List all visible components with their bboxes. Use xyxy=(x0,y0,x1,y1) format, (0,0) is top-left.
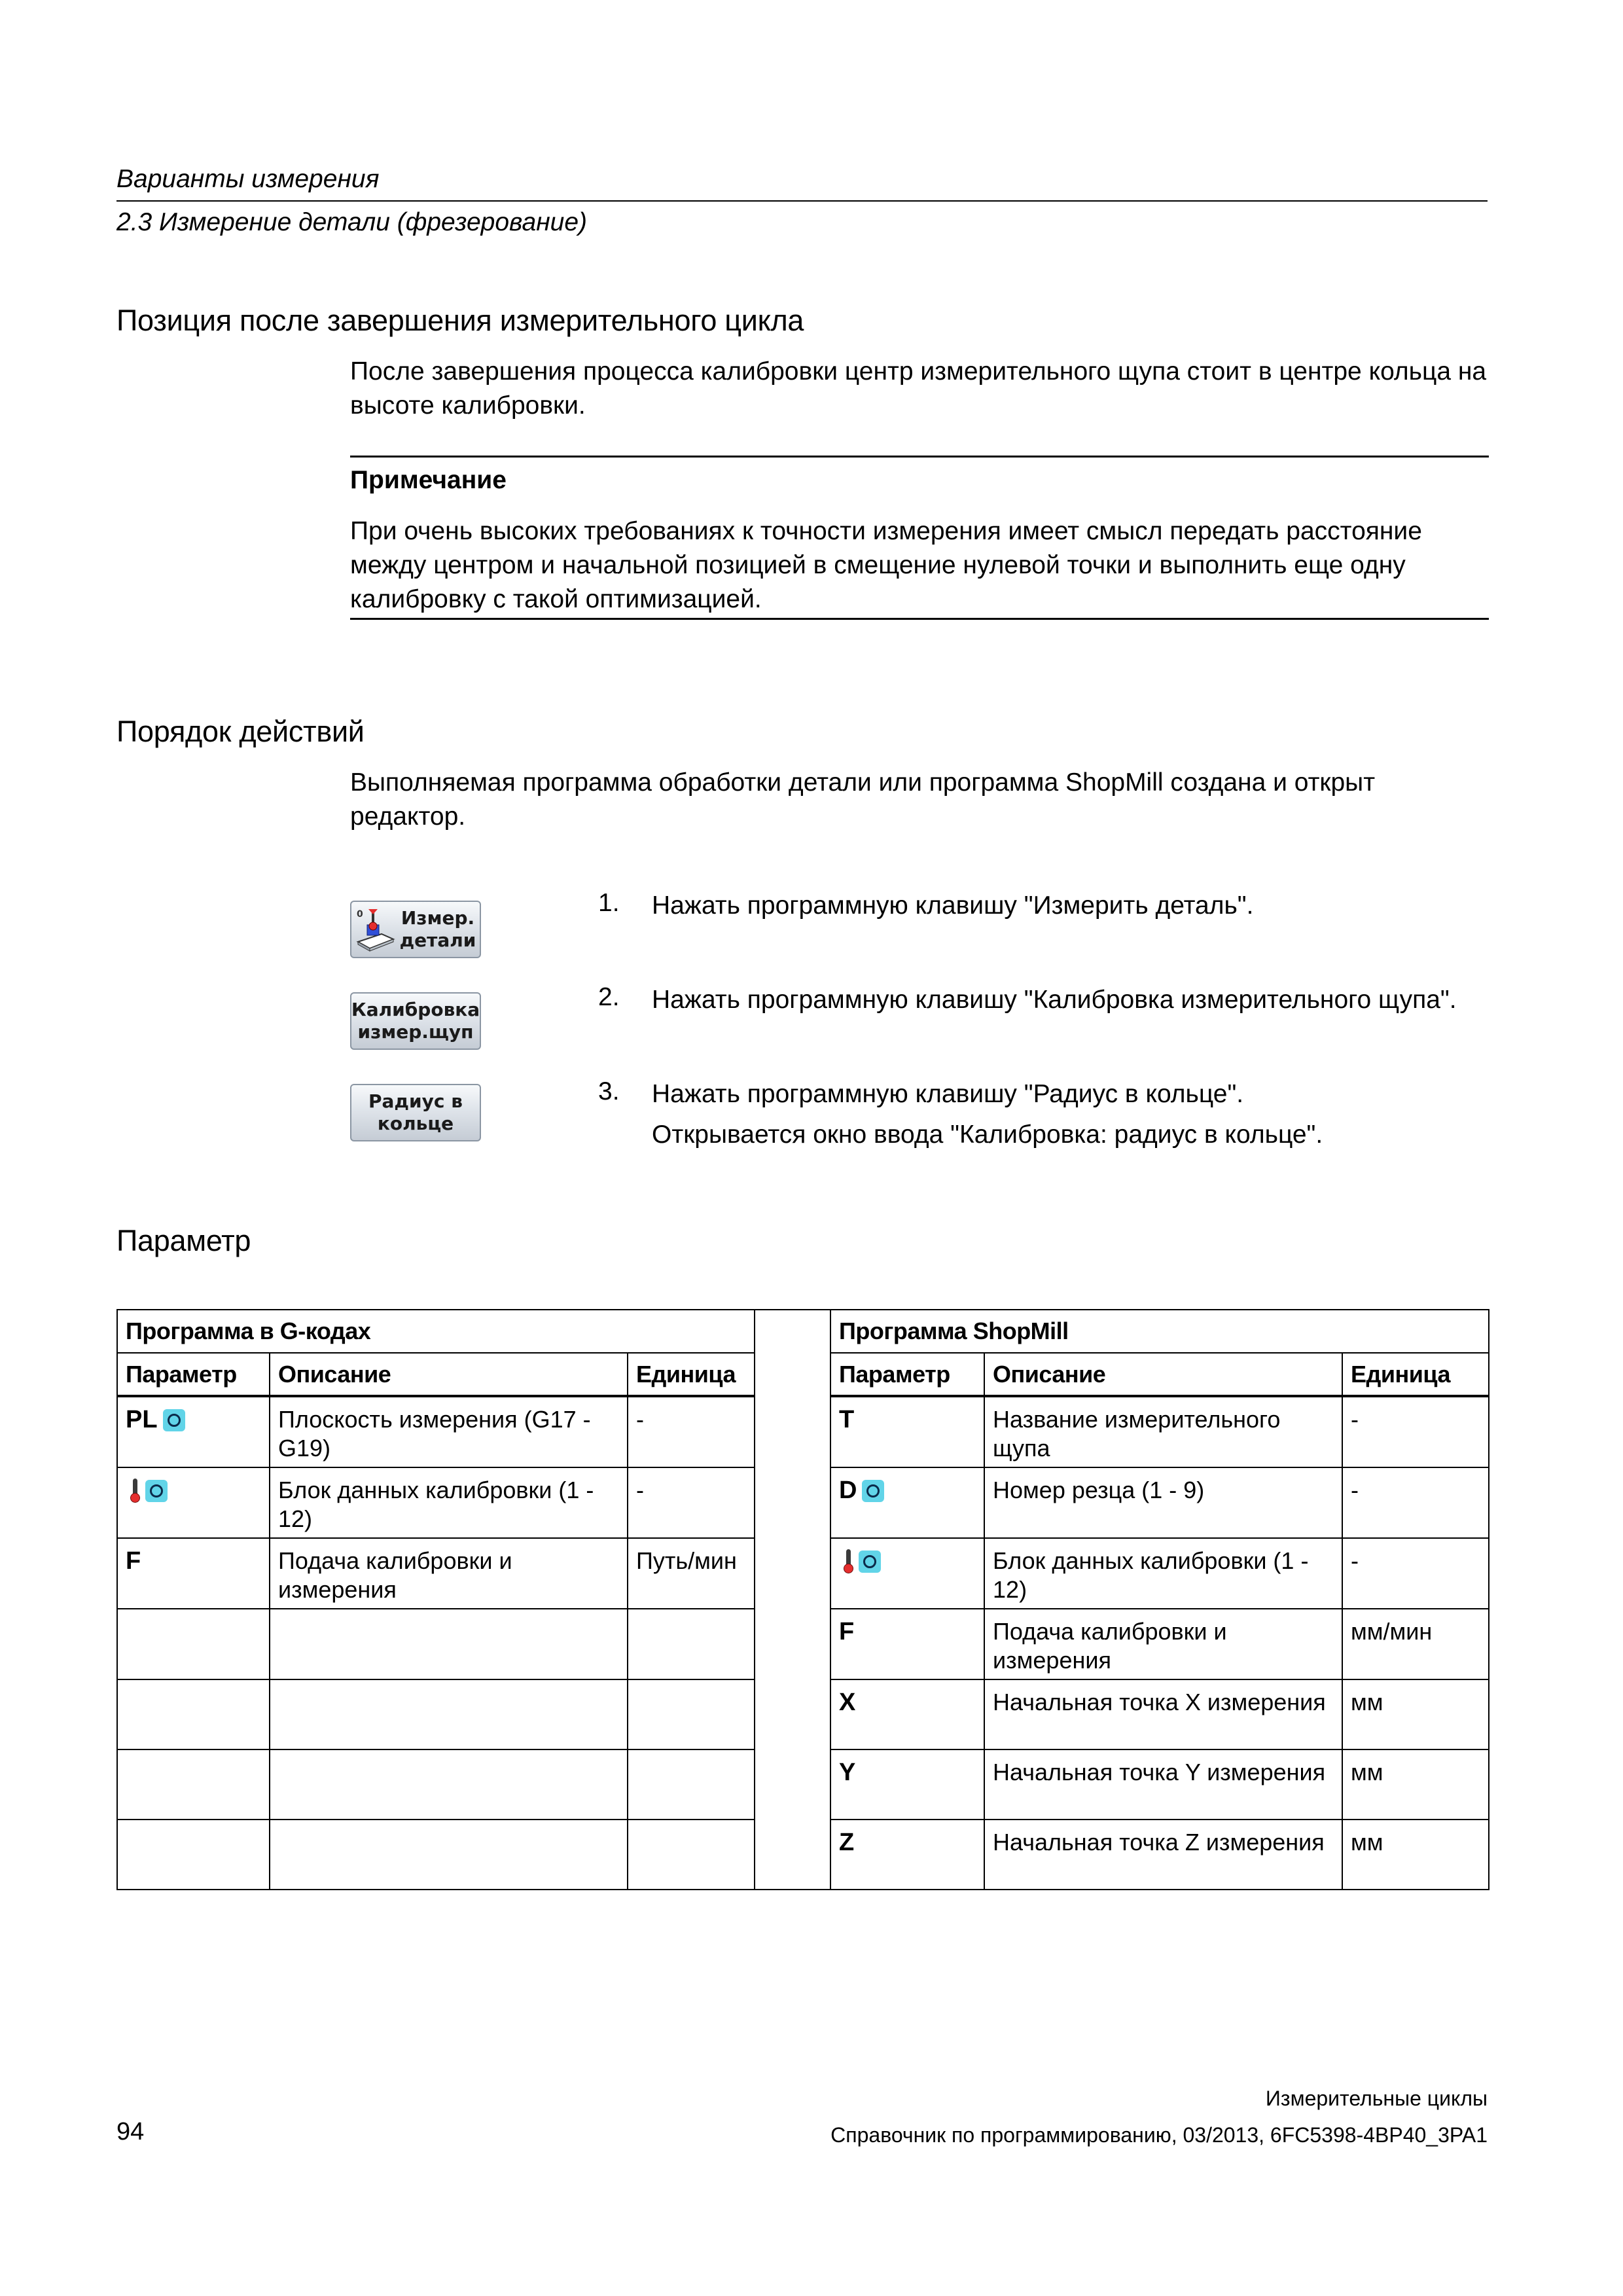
description-cell xyxy=(270,1679,628,1749)
unit-cell: - xyxy=(628,1467,755,1538)
unit-cell: - xyxy=(1342,1396,1489,1467)
note-top-rule xyxy=(350,456,1489,457)
toggle-icon xyxy=(862,1480,884,1502)
unit-cell: - xyxy=(628,1396,755,1467)
footer-reference: Справочник по программированию, 03/2013, 6FC5398-4BP40_3PA1 xyxy=(830,2123,1488,2147)
param-cell xyxy=(830,1820,984,1890)
unit-cell xyxy=(628,1609,755,1679)
description-cell: Блок данных калибровки (1 - 12) xyxy=(984,1538,1342,1609)
step-2-text: Нажать программную клавишу "Калибровка измерительного щупа". xyxy=(652,986,1457,1014)
softkey-label-line1: Радиус в xyxy=(368,1090,463,1112)
group-header-gcode: Программа в G-кодах xyxy=(117,1310,755,1353)
param-cell xyxy=(830,1679,984,1749)
param-cell xyxy=(117,1467,270,1538)
param-cell xyxy=(830,1749,984,1820)
param-cell xyxy=(830,1538,984,1609)
softkey-measure-workpiece[interactable] xyxy=(350,901,481,958)
description-cell: Начальная точка X измерения xyxy=(984,1679,1342,1749)
softkey-ring-radius[interactable] xyxy=(350,1084,481,1141)
table-separator-column xyxy=(755,1310,830,1890)
param-cell xyxy=(830,1396,984,1467)
heading-procedure: Порядок действий xyxy=(116,715,365,748)
param-cell xyxy=(117,1396,270,1467)
heading-position-after-cycle: Позиция после завершения измерительного цикла xyxy=(116,304,804,337)
toggle-icon xyxy=(145,1480,168,1502)
step-2-number: 2. xyxy=(598,983,620,1011)
col-header-param-right: Параметр xyxy=(830,1353,984,1396)
description-cell: Блок данных калибровки (1 - 12) xyxy=(270,1467,628,1538)
procedure-intro: Выполняемая программа обработки детали или программа ShopMill создана и открыт редактор. xyxy=(350,768,1376,831)
description-cell xyxy=(270,1820,628,1890)
param-code: Y xyxy=(839,1759,856,1786)
param-code: X xyxy=(839,1689,856,1716)
unit-cell xyxy=(628,1679,755,1749)
description-cell: Начальная точка Y измерения xyxy=(984,1749,1342,1820)
description-cell: Плоскость измерения (G17 - G19) xyxy=(270,1396,628,1467)
unit-cell: - xyxy=(1342,1467,1489,1538)
thermometer-icon xyxy=(130,1479,140,1503)
col-header-unit-right: Единица xyxy=(1342,1353,1489,1396)
softkey-label-line1: Измер. xyxy=(401,907,475,929)
parameter-table xyxy=(116,1309,1489,1890)
group-header-shopmill: Программа ShopMill xyxy=(830,1310,1489,1353)
header-rule xyxy=(116,200,1488,202)
svg-text:0: 0 xyxy=(356,909,363,920)
note-bottom-rule xyxy=(350,618,1489,620)
softkey-label-line2: измер.щуп xyxy=(357,1021,474,1043)
param-code: Z xyxy=(839,1829,855,1856)
softkey-label-line2: кольце xyxy=(377,1113,454,1134)
step-3-number: 3. xyxy=(598,1077,620,1105)
step-1-text: Нажать программную клавишу "Измерить деталь". xyxy=(652,891,1254,920)
col-header-param-left: Параметр xyxy=(117,1353,270,1396)
description-cell xyxy=(270,1609,628,1679)
param-code: F xyxy=(839,1618,855,1645)
param-cell xyxy=(830,1609,984,1679)
param-code: F xyxy=(126,1547,141,1575)
toggle-icon xyxy=(859,1551,881,1573)
unit-cell: мм xyxy=(1342,1679,1489,1749)
position-paragraph: После завершения процесса калибровки центр измерительного щупа стоит в центре кольца на высоте калибровки. xyxy=(350,357,1487,420)
description-cell: Подача калибровки и измерения xyxy=(984,1609,1342,1679)
col-header-desc-left: Описание xyxy=(270,1353,628,1396)
softkey-label-line1: Калибровка xyxy=(351,999,480,1020)
footer-title: Измерительные циклы xyxy=(1265,2087,1488,2110)
description-cell xyxy=(270,1749,628,1820)
description-cell: Подача калибровки и измерения xyxy=(270,1538,628,1609)
unit-cell xyxy=(628,1820,755,1890)
running-header-chapter: Варианты измерения xyxy=(116,165,380,193)
description-cell: Название измерительного щупа xyxy=(984,1396,1342,1467)
page-number: 94 xyxy=(116,2118,145,2145)
param-cell xyxy=(117,1609,270,1679)
param-code: D xyxy=(839,1477,857,1504)
unit-cell xyxy=(628,1749,755,1820)
running-header-section: 2.3 Измерение детали (фрезерование) xyxy=(116,208,588,236)
param-code: T xyxy=(839,1406,855,1433)
softkey-label-line2: детали xyxy=(399,929,476,951)
step-3-text: Нажать программную клавишу "Радиус в кольце". xyxy=(652,1080,1244,1108)
step-1-number: 1. xyxy=(598,889,620,917)
param-cell xyxy=(830,1467,984,1538)
param-cell xyxy=(117,1749,270,1820)
heading-parameters: Параметр xyxy=(116,1224,251,1257)
toggle-icon xyxy=(163,1409,185,1431)
thermometer-icon xyxy=(843,1549,853,1574)
note-text: При очень высоких требованиях к точности измерения имеет смысл передать расстояние между центром и начальной позицией в смещение нулевой точки и выполнить еще одну калибровку с такой оптимизацией. xyxy=(350,517,1422,613)
unit-cell: Путь/мин xyxy=(628,1538,755,1609)
unit-cell: мм xyxy=(1342,1820,1489,1890)
param-cell xyxy=(117,1820,270,1890)
col-header-unit-left: Единица xyxy=(628,1353,755,1396)
param-cell xyxy=(117,1679,270,1749)
description-cell: Номер резца (1 - 9) xyxy=(984,1467,1342,1538)
col-header-desc-right: Описание xyxy=(984,1353,1342,1396)
softkey-probe-calibration[interactable] xyxy=(350,992,481,1050)
param-code: PL xyxy=(126,1406,158,1433)
unit-cell: мм xyxy=(1342,1749,1489,1820)
unit-cell: мм/мин xyxy=(1342,1609,1489,1679)
param-cell xyxy=(117,1538,270,1609)
description-cell: Начальная точка Z измерения xyxy=(984,1820,1342,1890)
workpiece-measure-icon xyxy=(355,906,396,952)
unit-cell: - xyxy=(1342,1538,1489,1609)
step-3-result: Открывается окно ввода "Калибровка: радиус в кольце". xyxy=(652,1121,1323,1149)
note-title: Примечание xyxy=(350,466,507,494)
